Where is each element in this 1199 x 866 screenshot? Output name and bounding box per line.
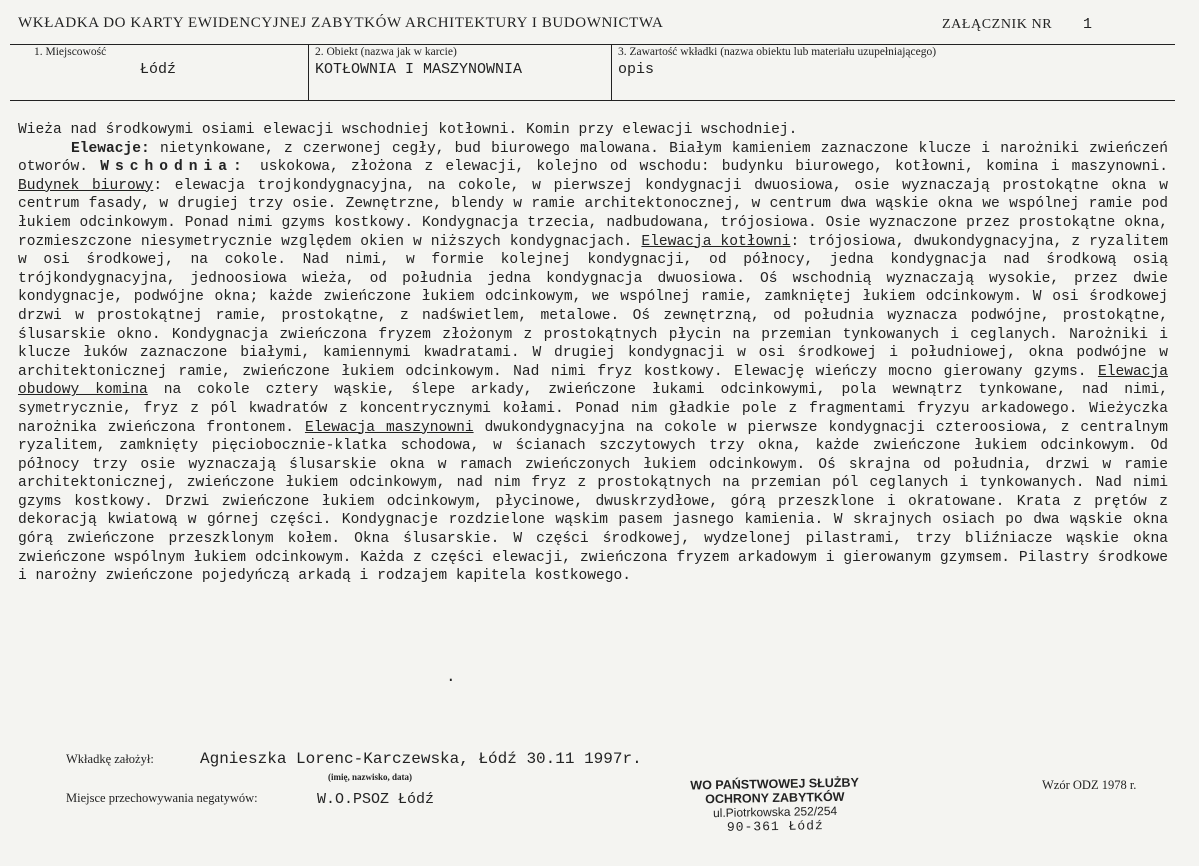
- elevations-text: nietynkowane, z czerwonej cegły, bud biurowego malowana. Białym kamieniem zaznaczone klucze i narożniki zwieńczeń otworów.: [18, 140, 1168, 176]
- chimney-elevation-text: na cokole cztery wąskie, ślepe arkady, zwieńczone łukami odcinkowymi, pola wewnątrz tynkowane, nad nimi, symetrycznie, fryz z pól kwadratów z koncentrycznymi kołami. Ponad nim gładkie pole z fragmentami fryzyu arkadowego. Wieżyczka narożnika zwieńczona frontonem.: [18, 382, 1168, 436]
- storage-label: Miejsce przechowywania negatywów:: [66, 791, 258, 805]
- stray-mark: .: [446, 668, 456, 686]
- object-caption: 2. Obiekt (nazwa jak w karcie): [315, 46, 457, 58]
- office-building-heading: Budynek biurowy: [18, 177, 154, 194]
- founder-value: Agnieszka Lorenc-Karczewska, Łódź 30.11 1997r.: [200, 750, 642, 768]
- office-building-text: : elewacja trojkondygnacyjna, na cokole, w pierwszej kondygnacji dwuosiowa, osie wyznaczają prostokątne okna w centrum fasady, w drugiej trzy osie. Zewnętrzne, blendy w ramie architektonocznej, w centrum dwa wąskie okna we wspólnej ramie pod łukiem odcinkowym. Ponad nimi gzyms kostkowy. Kondygnacja trzecia, nadbudowana, trójosiowa. Osie wyznaczone przez prostokątne okna, rozmieszczone niesymetrycznie względem okien w niższych kondygnacjach.: [18, 177, 1168, 250]
- stamp-line-2: OCHRONY ZABYTKÓW: [705, 789, 845, 807]
- stamp-line-4: 90-361 Łódź: [726, 818, 824, 835]
- office-stamp: [680, 775, 871, 836]
- boiler-elevation-heading: Elewacja kotłowni: [641, 233, 791, 250]
- template-number: Wzór ODZ 1978 r.: [1042, 778, 1137, 792]
- locality-value: Łódź: [140, 61, 177, 78]
- east-elevation-text: uskokowa, złożona z elewacji, kolejno od wschodu: budynku biurowego, kotłowni, komina i maszynowni.: [247, 159, 1168, 176]
- founder-label: Wkładkę założył:: [66, 752, 154, 766]
- stamp-line-3: ul.Piotrkowska 252/254: [712, 803, 838, 821]
- chimney-elevation-heading: Elewacja obudowy komina: [18, 363, 1168, 399]
- attachment-label: ZAŁĄCZNIK NR: [942, 17, 1053, 32]
- object-value: KOTŁOWNIA I MASZYNOWNIA: [315, 61, 523, 78]
- stamp-line-1: WO PAŃSTWOWEJ SŁUŻBY: [690, 775, 859, 793]
- locality-caption: 1. Miejscowość: [34, 46, 107, 58]
- boiler-elevation-text: : trójosiowa, dwukondygnacyjna, z ryzalitem w osi środkowej, na cokole. Nad nimi, w formie kolejnej kondygnacji, od północy, jedna kondygnacja nad środkową osią trójkondygnacyjna, jednoosiowa wieża, od południa jedna kondygnacja dwuosiowa. Oś wschodnią wyznaczają wysokie, przez dwie kondygnacje, podwójne okna; każde zwieńczone łukiem odcinkowym, we wspólnej ramie, zamkniętej łukiem odcinkowym. W osi środkowej drzwi w prostokątnej ramie, prostokątne, z nadświetlem, metalowe. Oś zewnętrzną, od południa wyznacza podwójne, prostokątne, ślusarskie okno. Kondygnacja zwieńczona fryzem złożonym z prostokątnych płycin na przemian tynkowanych i ceglanych. Narożniki i klucze łuków zaznaczone białymi, kamiennymi kwadratami. W drugiej kondygnacji w osi środkowej i południowej, okna podwójne w architektonicznej ramie, zwieńczone łukiem odcinkowym. Nad nimi fryz kostkowy. Elewację wieńczy mocno gierowany gzyms.: [18, 233, 1168, 380]
- elevations-label: Elewacje:: [71, 140, 150, 157]
- contents-cell: [611, 45, 1175, 100]
- header-fields-table: [10, 44, 1175, 101]
- engine-room-elevation-heading: Elewacja maszynowni: [304, 419, 474, 436]
- form-title: WKŁADKA DO KARTY EWIDENCYJNEJ ZABYTKÓW ARCHITEKTURY I BUDOWNICTWA: [18, 15, 664, 31]
- description-paragraph-1: Wieża nad środkowymi osiami elewacji wschodniej kotłowni. Komin przy elewacji wschodniej.: [18, 122, 798, 138]
- locality-cell: [10, 45, 308, 100]
- attachment-number: 1: [1083, 16, 1093, 33]
- founder-caption: (imię, nazwisko, data): [328, 772, 412, 782]
- contents-value: opis: [618, 61, 655, 78]
- engine-room-elevation-text: dwukondygnacyjna na cokole w pierwsze kondygnacji czteroosiowa, z centralnym ryzalitem, zamknięty pięciobocznie-klatka schodowa, w ścianach szczytowych trzy okna, każde zwieńczone łukiem odcinkowym. Od północy trzy osie wyznaczają ślusarskie okna w ramach zwieńczonych łukiem odcinkowym. Oś skrajna od południa, drzwi w ramie architektonicznej, zwieńczone łukiem odcinkowym, nad nim fryz z prostokątnych na przemian pól ceglanych i tynkowanych. Nad nimi gzyms kostkowy. Drzwi zwieńczone łukiem odcinkowym, płycinowe, dwuskrzydłowe, górą przeszklone i okratowane. Krata z prętów z dekoracją kwiatową w górnej części. Kondygnacje rozdzielone wąskim pasem jasnego kamienia. W skrajnych osiach po dwa wąskie okna górą zwieńczone przeszklonym kołem. Okna ślusarskie. W części środkowej, wydzelonej pilastrami, trzy bliźniacze wąskie okna zwieńczone wspólnym łukiem odcinkowym. Każda z części elewacji, zwieńczona fryzem arkadowym i gierowanym gzymsem. Pilastry środkowe i narożny zwieńczone pojedyńczą arkadą i rodzajem kapitela kostkowego.: [18, 419, 1169, 585]
- contents-caption: 3. Zawartość wkładki (nazwa obiektu lub materiału uzupełniającego): [618, 46, 937, 58]
- storage-value: W.O.PSOZ Łódź: [317, 791, 435, 808]
- description-body: [18, 121, 1168, 586]
- description-paragraph-2: [18, 140, 1168, 586]
- object-cell: [308, 45, 612, 100]
- east-elevation-label: Wschodnia:: [100, 159, 248, 176]
